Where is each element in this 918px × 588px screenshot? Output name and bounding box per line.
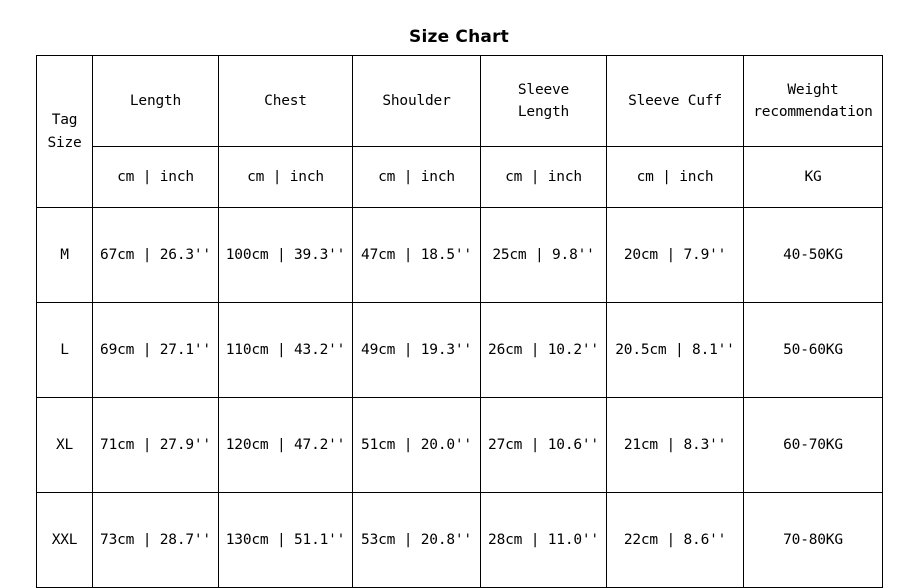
row-size-label: M [37, 208, 93, 303]
row-size-label: XL [37, 398, 93, 493]
units-chest: cm | inch [219, 147, 353, 208]
header-sleeve-length-line1: Sleeve [517, 81, 570, 98]
header-weight-recommendation [744, 56, 883, 147]
cell-sleeve-length: 26cm | 10.2'' [481, 303, 607, 398]
cell-shoulder: 47cm | 18.5'' [353, 208, 481, 303]
cell-shoulder: 53cm | 20.8'' [353, 493, 481, 588]
units-sleeve-length: cm | inch [481, 147, 607, 208]
cell-weight: 60-70KG [744, 398, 883, 493]
cell-shoulder: 51cm | 20.0'' [353, 398, 481, 493]
units-weight: KG [744, 147, 883, 208]
cell-length: 67cm | 26.3'' [93, 208, 219, 303]
header-length: Length [93, 56, 219, 147]
units-shoulder: cm | inch [353, 147, 481, 208]
page-title: Size Chart [409, 27, 509, 47]
cell-weight: 50-60KG [744, 303, 883, 398]
table-header-row-units [37, 147, 883, 208]
cell-sleeve-length: 28cm | 11.0'' [481, 493, 607, 588]
row-size-label: L [37, 303, 93, 398]
cell-length: 71cm | 27.9'' [93, 398, 219, 493]
header-weight-line1: Weight [787, 81, 839, 98]
cell-chest: 130cm | 51.1'' [219, 493, 353, 588]
cell-sleeve-cuff: 22cm | 8.6'' [607, 493, 744, 588]
units-length: cm | inch [93, 147, 219, 208]
cell-length: 73cm | 28.7'' [93, 493, 219, 588]
cell-sleeve-cuff: 20cm | 7.9'' [607, 208, 744, 303]
cell-sleeve-cuff: 21cm | 8.3'' [607, 398, 744, 493]
header-sleeve-length-line2: Length [517, 104, 570, 120]
cell-weight: 70-80KG [744, 493, 883, 588]
header-shoulder: Shoulder [353, 56, 481, 147]
header-tag-line1: Tag [51, 112, 78, 129]
cell-chest: 110cm | 43.2'' [219, 303, 353, 398]
header-tag-size [37, 56, 93, 208]
row-size-label: XXL [37, 493, 93, 588]
table-row [37, 303, 883, 398]
size-chart-table-wrapper [36, 55, 882, 588]
table-row [37, 398, 883, 493]
header-chest: Chest [219, 56, 353, 147]
header-weight-line2: recommendation [753, 104, 873, 120]
cell-sleeve-length: 25cm | 9.8'' [481, 208, 607, 303]
cell-weight: 40-50KG [744, 208, 883, 303]
table-header-row-main [37, 56, 883, 147]
header-sleeve-length [481, 56, 607, 147]
header-tag-line2: Size [47, 134, 82, 151]
units-sleeve-cuff: cm | inch [607, 147, 744, 208]
cell-shoulder: 49cm | 19.3'' [353, 303, 481, 398]
size-chart-table [36, 55, 883, 588]
table-row [37, 208, 883, 303]
cell-chest: 100cm | 39.3'' [219, 208, 353, 303]
cell-sleeve-cuff: 20.5cm | 8.1'' [607, 303, 744, 398]
header-sleeve-cuff: Sleeve Cuff [607, 56, 744, 147]
cell-length: 69cm | 27.1'' [93, 303, 219, 398]
cell-chest: 120cm | 47.2'' [219, 398, 353, 493]
table-row [37, 493, 883, 588]
cell-sleeve-length: 27cm | 10.6'' [481, 398, 607, 493]
